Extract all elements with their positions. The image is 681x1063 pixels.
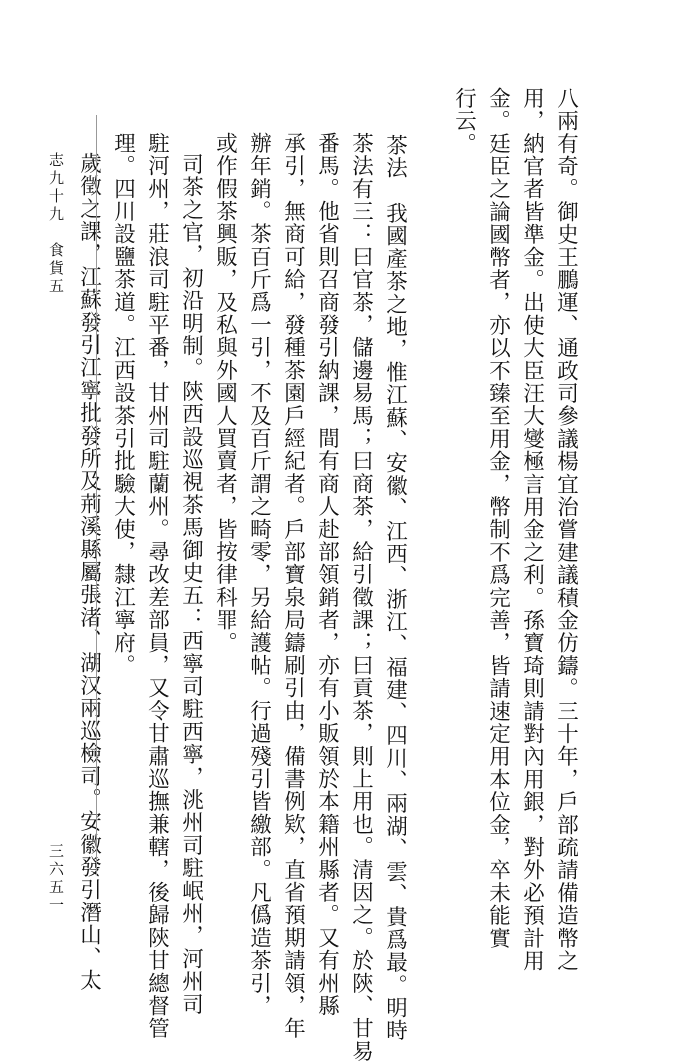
gutter-rule [96,115,97,875]
page-number: 三六五一 [47,843,65,915]
text-column-3: 金。廷臣之論國幣者，亦以不臻至用金，幣制不爲完善，皆請速定用本位金，卒未能實 [485,87,511,950]
text-column-1: 八兩有奇。御史王鵬運、通政司參議楊宜治嘗建議積金仿鑄。三十年，戶部疏請備造幣之 [553,87,579,973]
text-column-5: 茶法 我國產茶之地，惟江蘇、安徽、江西、浙江、福建、四川、兩湖、雲、貴爲最。明時 [382,134,408,1042]
text-column-13: 理。四川設鹽茶道。江西設茶引批驗大使，隸江寧府。 [110,132,136,677]
text-column-14: 歲徵之課，江蘇發引江寧批發所及荊溪縣屬張渚、湖汉兩巡檢司。安徽發引潛山、太 [76,152,102,992]
text-column-7: 番馬。他省則召商發引納課，間有商人赴部領銷者，亦有小販領於本籍州縣者。又有州縣 [314,132,340,1018]
chapter-header: 志九十九 食貨五 [47,152,65,296]
text-column-12: 駐河州，莊浪司駐平番，甘州司駐蘭州。尋改差部員，又令甘肅巡撫兼轄，後歸陝甘總督管 [144,132,170,1040]
text-column-8: 承引，無商可給，發種茶園戶經紀者。戶部寶泉局鑄刷引由，備書例欵，直省預期請領，年 [280,132,306,1040]
text-column-11: 司茶之官，初沿明制。陝西設巡視茶馬御史五：西寧司駐西寧，洮州司駐岷州，河州司 [178,153,204,1016]
text-column-4: 行云。 [451,87,477,156]
text-column-2: 用，納官者皆準金。出使大臣汪大燮極言用金之利。孫寶琦則請對內用銀，對外必預計用 [519,87,545,973]
text-column-6: 茶法有三：曰官茶，儲邊易馬；曰商茶，給引徵課；曰貢茶，則上用也。清因之。於陝、甘易 [348,132,374,1063]
text-column-9: 辦年銷。茶百斤爲一引，不及百斤謂之畸零，另給護帖。行過殘引皆繳部。凡僞造茶引， [246,132,272,1018]
text-column-10: 或作假茶興販，及私與外國人買賣者，皆按律科罪。 [212,132,238,655]
